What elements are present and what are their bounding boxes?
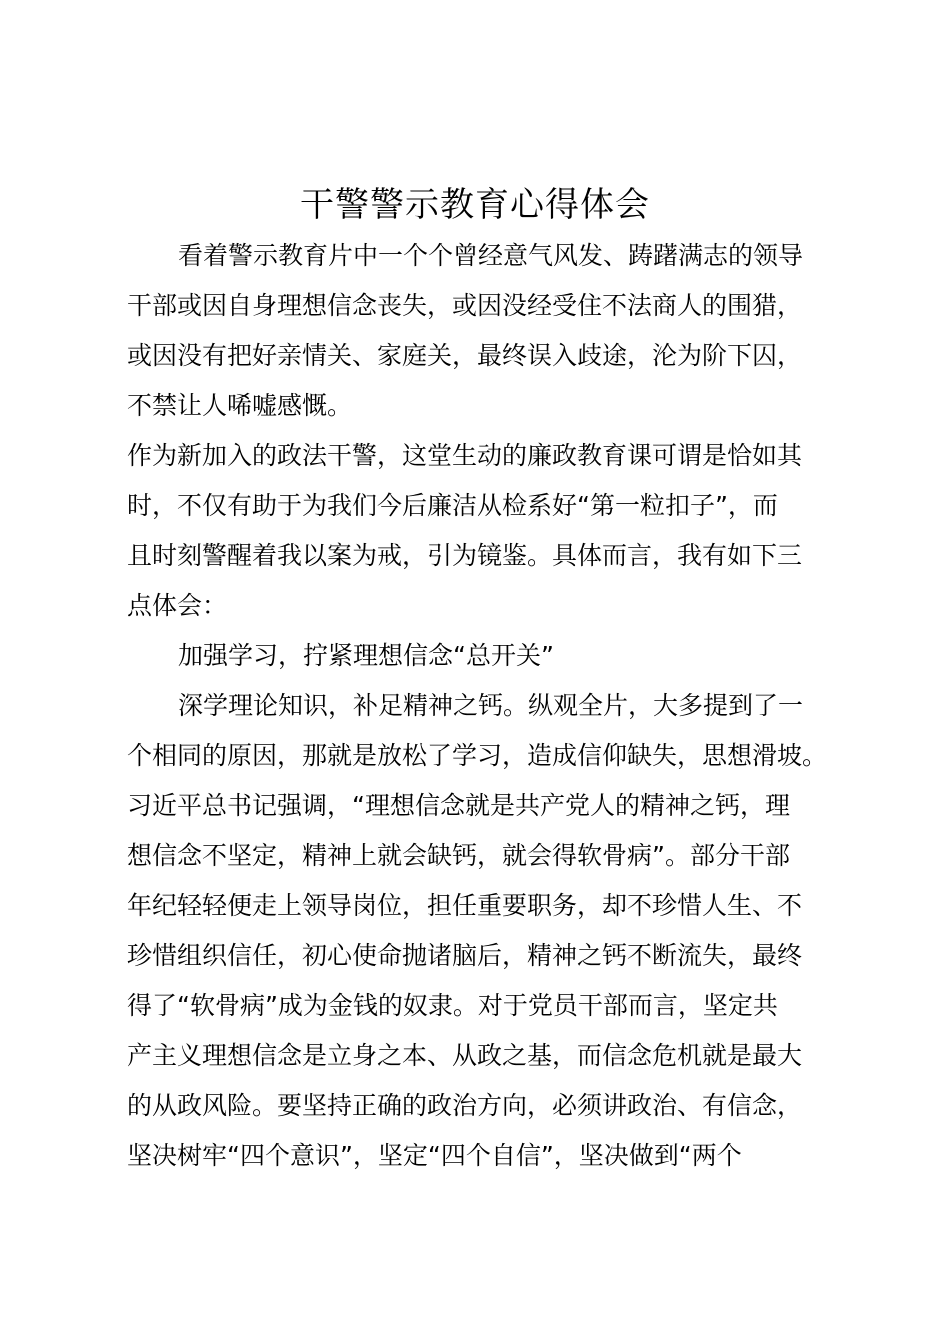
section-heading: 加强学习，拧紧理想信念“总开关” (178, 641, 554, 670)
body-line: 坚决树牢“四个意识”，坚定“四个自信”，坚决做到“两个 (127, 1141, 742, 1170)
body-line: 珍惜组织信任，初心使命抛诸脑后，精神之钙不断流失，最终 (127, 941, 803, 970)
body-line: 年纪轻轻便走上领导岗位，担任重要职务，却不珍惜人生、不 (127, 891, 803, 920)
body-line: 习近平总书记强调，“理想信念就是共产党人的精神之钙，理 (127, 791, 790, 820)
body-line: 个相同的原因，那就是放松了学习，造成信仰缺失，思想滑坡。 (127, 741, 828, 770)
body-line: 看着警示教育片中一个个曾经意气风发、踌躇满志的领导 (178, 241, 804, 270)
document-title: 干警警示教育心得体会 (300, 185, 650, 225)
body-line: 时，不仅有助于为我们今后廉洁从检系好“第一粒扣子”，而 (127, 491, 778, 520)
body-line: 点体会： (127, 591, 228, 620)
body-line: 深学理论知识，补足精神之钙。纵观全片，大多提到了一 (178, 691, 804, 720)
body-line: 的从政风险。要坚持正确的政治方向，必须讲政治、有信念， (127, 1091, 803, 1120)
body-line: 且时刻警醒着我以案为戒，引为镜鉴。具体而言，我有如下三 (127, 541, 803, 570)
body-line: 不禁让人唏嘘感慨。 (127, 391, 353, 420)
body-line: 作为新加入的政法干警，这堂生动的廉政教育课可谓是恰如其 (127, 441, 803, 470)
body-line: 干部或因自身理想信念丧失，或因没经受住不法商人的围猎， (127, 291, 803, 320)
body-line: 想信念不坚定，精神上就会缺钙，就会得软骨病”。部分干部 (127, 841, 790, 870)
body-line: 或因没有把好亲情关、家庭关，最终误入歧途，沦为阶下囚， (127, 341, 803, 370)
body-line: 得了“软骨病”成为金钱的奴隶。对于党员干部而言，坚定共 (127, 991, 778, 1020)
body-line: 产主义理想信念是立身之本、从政之基，而信念危机就是最大 (127, 1041, 803, 1070)
